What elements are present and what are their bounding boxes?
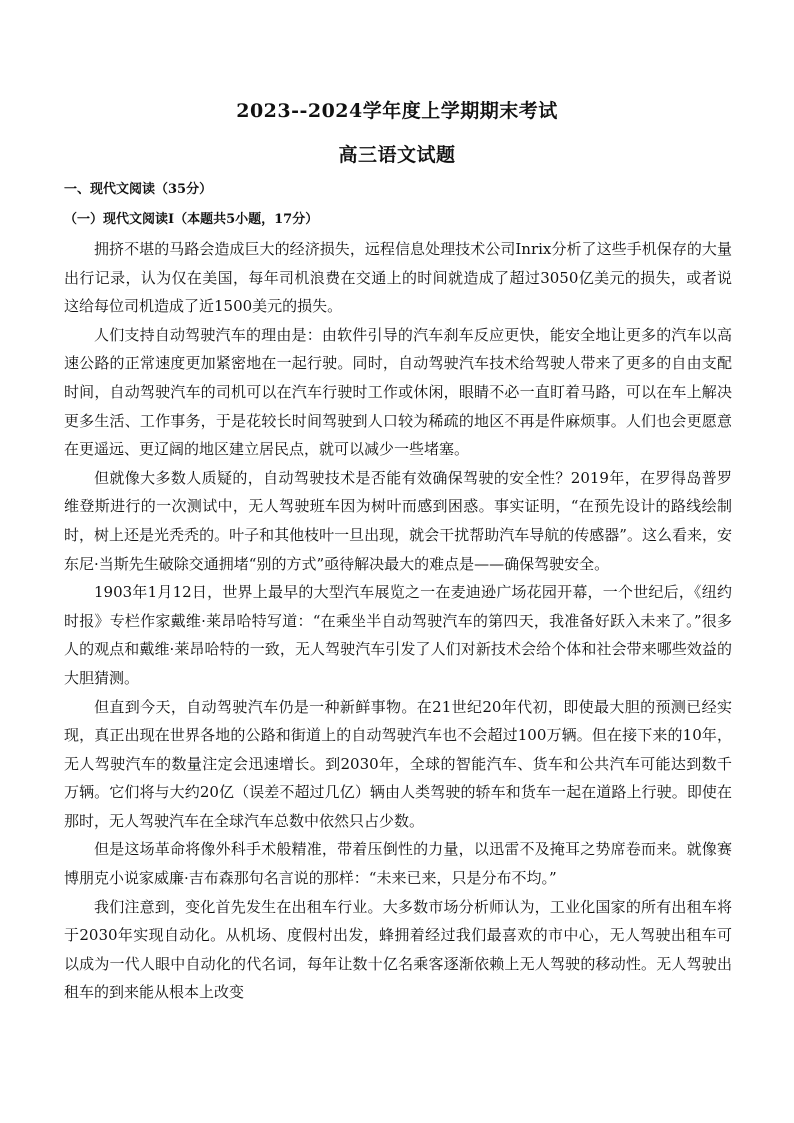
paragraph-6: 但是这场革命将像外科手术般精准，带着压倒性的力量，以迅雷不及掩耳之势席卷而来。就像赛博朋克小说家威廉·吉布森那句名言说的那样：“未来已来，只是分布不均。” [64,840,732,888]
paragraph-5: 但直到今天，自动驾驶汽车仍是一种新鲜事物。在21世纪20年代初，即使最大胆的预测已经实现，真正出现在世界各地的公路和街道上的自动驾驶汽车也不会超过100万辆。但在接下来的10年，无人驾驶汽车的数量注定会迅速增长。到2030年，全球的智能汽车、货车和公共汽车可能达到数千万辆。它们将与大约20亿（误差不超过几亿）辆由人类驾驶的轿车和货车一起在道路上行驶。即使在那时，无人驾驶汽车在全球汽车总数中依然只占少数。 [64,697,732,830]
paragraph-2: 人们支持自动驾驶汽车的理由是：由软件引导的汽车刹车反应更快，能安全地让更多的汽车以高速公路的正常速度更加紧密地在一起行驶。同时，自动驾驶汽车技术给驾驶人带来了更多的自由支配时间，自动驾驶汽车的司机可以在汽车行驶时工作或休闲，眼睛不必一直盯着马路，可以在车上解决更多生活、工作事务，于是花较长时间驾驶到人口较为稀疏的地区不再是件麻烦事。人们也会更愿意在更遥远、更辽阔的地区建立居民点，就可以减少一些堵塞。 [64,325,732,459]
paragraph-7: 我们注意到，变化首先发生在出租车行业。大多数市场分析师认为，工业化国家的所有出租车将于2030年实现自动化。从机场、度假村出发，蜂拥着经过我们最喜欢的市中心，无人驾驶出租车可以成为一代人眼中自动化的代名词，每年让数十亿名乘客逐渐依赖上无人驾驶的移动性。无人驾驶出租车的到来能从根本上改变 [64,897,732,1002]
paragraph-3: 但就像大多数人质疑的，自动驾驶技术是否能有效确保驾驶的安全性？2019年，在罗得岛普罗维登斯进行的一次测试中，无人驾驶班车因为树叶而感到困惑。事实证明，“在预先设计的路线绘制时，树上还是光秃秃的。叶子和其他枝叶一旦出现，就会干扰帮助汽车导航的传感器”。这么看来，安东尼·当斯先生破除交通拥堵“别的方式”亟待解决最大的难点是——确保驾驶安全。 [64,468,732,573]
section-heading: 一、现代文阅读（35分） [64,182,213,197]
paragraph-4: 1903年1月12日，世界上最早的大型汽车展览之一在麦迪逊广场花园开幕，一个世纪后，《纽约时报》专栏作家戴维·莱昂哈特写道：“在乘坐半自动驾驶汽车的第四天，我准备好跃入未来了。”很多人的观点和戴维·莱昂哈特的一致，无人驾驶汽车引发了人们对新技术会给个体和社会带来哪些效益的大胆猜测。 [64,583,732,687]
exam-title: 2023--2024学年度上学期期末考试 [236,100,558,122]
subsection-heading: （一）现代文阅读Ⅰ（本题共5小题，17分） [64,212,319,227]
reading-passage [64,235,732,1007]
paragraph-1: 拥挤不堪的马路会造成巨大的经济损失，远程信息处理技术公司Inrix分析了这些手机保存的大量出行记录，认为仅在美国，每年司机浪费在交通上的时间就造成了超过3050亿美元的损失，或者说这给每位司机造成了近1500美元的损失。 [64,240,732,316]
exam-subtitle: 高三语文试题 [338,144,456,166]
